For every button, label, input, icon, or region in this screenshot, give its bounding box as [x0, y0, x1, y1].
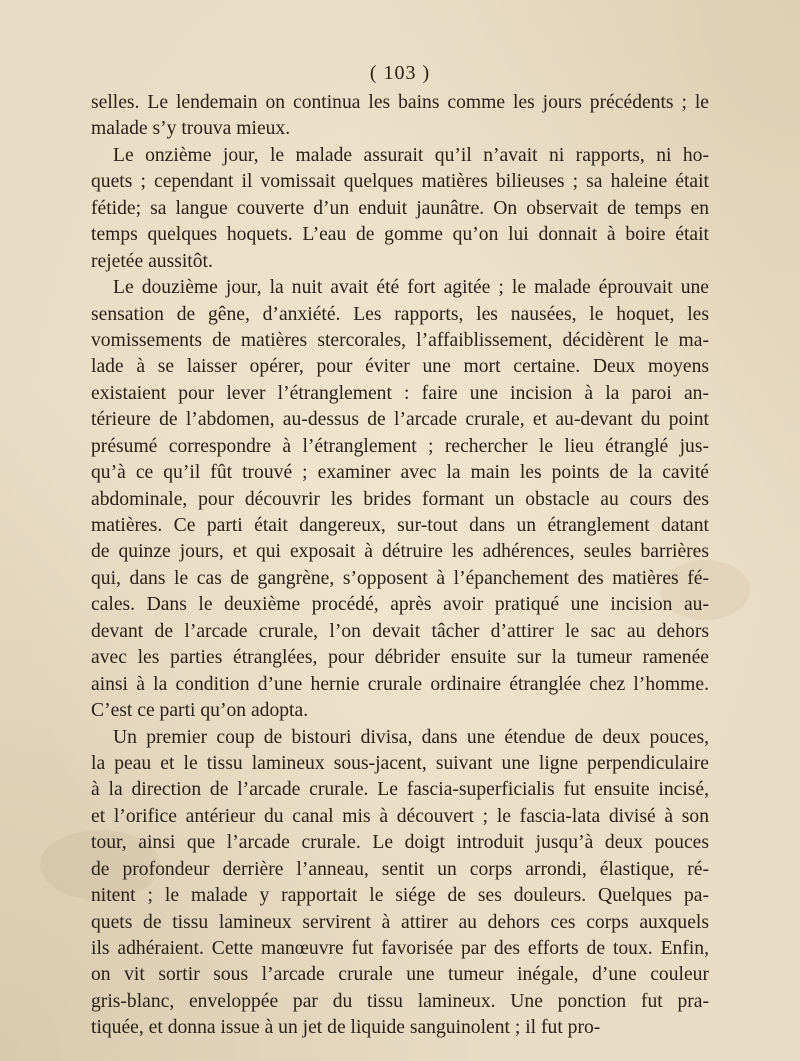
text-line: tour, ainsi que l’arcade crurale. Le doigt introduit jusqu’à deux pouces [91, 832, 709, 854]
text-line: tiquée, et donna issue à un jet de liquide sanguinolent ; il fut pro- [91, 1017, 601, 1039]
paragraph [91, 725, 709, 1042]
text-line: avec les parties étranglées, pour débrider ensuite sur la tumeur ramenée [91, 647, 709, 669]
text-line: gris-blanc, enveloppée par du tissu lamineux. Une ponction fut pra- [91, 990, 709, 1012]
text-line: C’est ce parti qu’on adopta. [91, 700, 309, 722]
text-line: Le douzième jour, la nuit avait été fort agitée ; le malade éprouvait une [113, 277, 709, 299]
paragraph [91, 275, 709, 724]
text-line: la peau et le tissu lamineux sous-jacent, suivant une ligne perpendiculaire [91, 752, 709, 774]
paragraph [91, 90, 709, 143]
page-number: ( 103 ) [369, 62, 431, 84]
text-line: cales. Dans le deuxième procédé, après avoir pratiqué une incision au- [91, 594, 709, 616]
paragraph [91, 143, 709, 275]
text-line: fétide; sa langue couverte d’un enduit jaunâtre. On observait de temps en [91, 197, 709, 219]
text-line: devant de l’arcade crurale, l’on devait tâcher d’attirer le sac au dehors [91, 620, 709, 642]
text-line: térieure de l’abdomen, au-dessus de l’arcade crurale, et au-devant du point [91, 409, 709, 431]
text-line: existaient pour lever l’étranglement : faire une incision à la paroi an- [91, 382, 709, 404]
text-line: on vit sortir sous l’arcade crurale une tumeur inégale, d’une couleur [91, 964, 709, 986]
text-line: quets ; cependant il vomissait quelques matières bilieuses ; sa haleine était [91, 171, 709, 193]
text-line: rejetée aussitôt. [91, 250, 213, 272]
text-line: de profondeur derrière l’anneau, sentit un corps arrondi, élastique, ré- [91, 858, 709, 880]
text-line: quets de tissu lamineux servirent à attirer au dehors ces corps auxquels [91, 911, 709, 933]
text-line: vomissements de matières stercorales, l’affaiblissement, décidèrent le ma- [91, 329, 709, 351]
text-line: selles. Le lendemain on continua les bains comme les jours précédents ; le [91, 92, 709, 113]
body-text [91, 90, 709, 1042]
text-line: qu’à ce qu’il fût trouvé ; examiner avec la main les points de la cavité [91, 462, 709, 484]
text-line: malade s’y trouva mieux. [91, 118, 291, 140]
text-line: de quinze jours, et qui exposait à détruire les adhérences, seules barrières [91, 541, 709, 563]
text-line: à la direction de l’arcade crurale. Le fascia-superficialis fut ensuite incisé, [91, 779, 709, 801]
text-line: Le onzième jour, le malade assurait qu’il n’avait ni rapports, ni ho- [113, 144, 709, 166]
text-line: et l’orifice antérieur du canal mis à découvert ; le fascia-lata divisé à son [91, 805, 709, 827]
text-line: abdominale, pour découvrir les brides formant un obstacle au cours des [91, 488, 709, 510]
text-line: matières. Ce parti était dangereux, sur-tout dans un étranglement datant [91, 515, 709, 536]
text-line: nitent ; le malade y rapportait le siége de ses douleurs. Quelques pa- [91, 885, 709, 907]
text-line: temps quelques hoquets. L’eau de gomme qu’on lui donnait à boire était [91, 224, 709, 246]
text-line: Un premier coup de bistouri divisa, dans une étendue de deux pouces, [113, 726, 709, 748]
text-line: lade à se laisser opérer, pour éviter une mort certaine. Deux moyens [91, 356, 709, 378]
text-line: présumé correspondre à l’étranglement ; rechercher le lieu étranglé jus- [91, 435, 709, 457]
text-line: ils adhéraient. Cette manœuvre fut favorisée par des efforts de toux. Enfin, [91, 938, 709, 959]
text-line: ainsi à la condition d’une hernie crurale ordinaire étranglée chez l’homme. [91, 673, 709, 695]
text-line: sensation de gêne, d’anxiété. Les rapports, les nausées, le hoquet, les [91, 303, 709, 325]
text-line: qui, dans le cas de gangrène, s’opposent à l’épanchement des matières fé- [91, 567, 709, 589]
